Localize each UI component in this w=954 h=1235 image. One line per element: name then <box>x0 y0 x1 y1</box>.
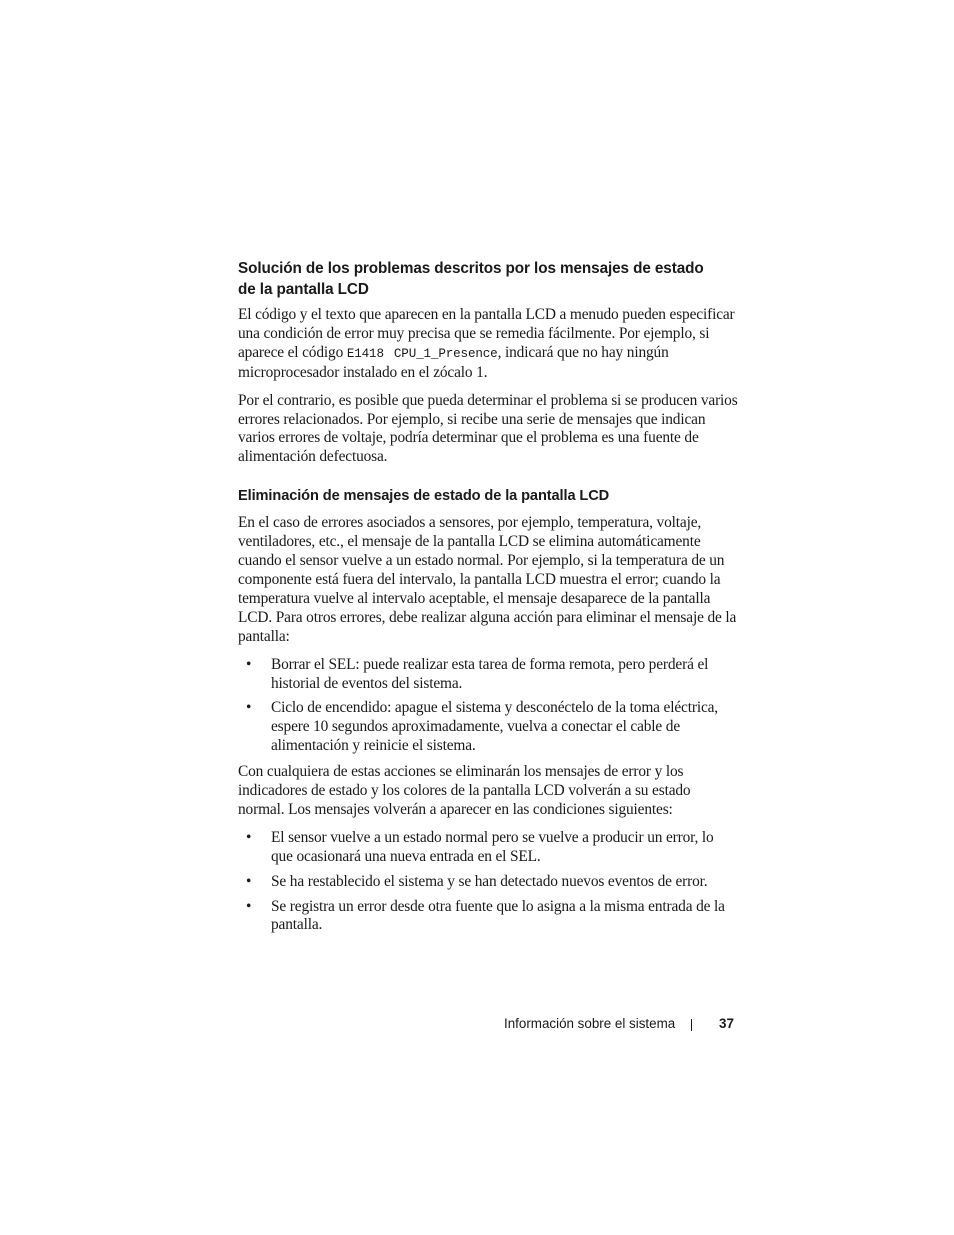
list-item-text: Se registra un error desde otra fuente que lo asigna a la misma entrada de la pantalla. <box>271 897 725 934</box>
list-item-text: El sensor vuelve a un estado normal pero se vuelve a producir un error, lo que ocasionará una nueva entrada en el SEL. <box>271 828 714 865</box>
paragraph-multiple-errors: Por el contrario, es posible que pueda determinar el problema si se producen varios errores relacionados. Por ejemplo, si recibe una serie de mensajes que indican varios errores de voltaje, podría determinar que el problema es una fuente de alimentación defectuosa. <box>238 391 738 466</box>
bullet-glyph: • <box>246 699 252 717</box>
list-item <box>238 873 738 892</box>
footer-divider <box>691 1019 692 1031</box>
section-heading-clear-lcd-messages: Eliminación de mensajes de estado de la pantalla LCD <box>238 488 610 505</box>
heading-line-1: Solución de los problemas descritos por los mensajes de estado <box>238 260 704 277</box>
list-item <box>238 898 738 936</box>
section-heading-lcd-troubleshooting <box>238 258 738 300</box>
bullet-glyph: • <box>246 897 252 915</box>
list-item <box>238 699 738 756</box>
bullet-glyph: • <box>246 655 252 673</box>
error-code-message: CPU_1_Presence <box>393 346 498 361</box>
heading-line-2: de la pantalla LCD <box>238 281 369 298</box>
page-number: 37 <box>719 1016 734 1031</box>
paragraph-text: , indicará que no hay ningún microprocesador instalado en el zócalo 1. <box>238 343 669 381</box>
list-item-text: Ciclo de encendido: apague el sistema y desconéctelo de la toma eléctrica, espere 10 segundos aproximadamente, vuelva a conectar el cable de alimentación y reinicie el sistema. <box>271 699 719 755</box>
reappear-conditions-list <box>238 829 738 936</box>
error-code: E1418 <box>346 346 384 361</box>
paragraph-after-clear: Con cualquiera de estas acciones se eliminarán los mensajes de error y los indicadores de estado y los colores de la pantalla LCD volverán a su estado normal. Los mensajes volverán a aparecer en las condiciones siguientes: <box>238 763 691 818</box>
list-item <box>238 656 738 694</box>
bullet-glyph: • <box>246 872 252 890</box>
list-item-text: Se ha restablecido el sistema y se han detectado nuevos eventos de error. <box>271 872 708 890</box>
paragraph-text: El código y el texto que aparecen en la pantalla LCD a menudo pueden especificar una condición de error muy precisa que se remedia fácilmente. Por ejemplo, si aparece el código <box>238 306 735 361</box>
list-item <box>238 829 738 867</box>
page-content <box>238 258 738 942</box>
list-item-text: Borrar el SEL: puede realizar esta tarea de forma remota, pero perderá el historial de eventos del sistema. <box>271 655 709 692</box>
paragraph-sensor-errors: En el caso de errores asociados a sensores, por ejemplo, temperatura, voltaje, ventiladores, etc., el mensaje de la pantalla LCD se elimina automáticamente cuando el sensor vuelve a un estado normal. Por ejemplo, si la temperatura de un componente está fuera del intervalo, la pantalla LCD muestra el error; cuando la temperatura vuelve al intervalo aceptable, el mensaje desaparece de la pantalla LCD. Para otros errores, debe realizar alguna acción para eliminar el mensaje de la pantalla: <box>238 514 737 645</box>
paragraph-lcd-codes <box>238 306 738 383</box>
footer-section-title: Información sobre el sistema <box>504 1016 676 1031</box>
clear-actions-list <box>238 656 738 757</box>
bullet-glyph: • <box>246 828 252 846</box>
